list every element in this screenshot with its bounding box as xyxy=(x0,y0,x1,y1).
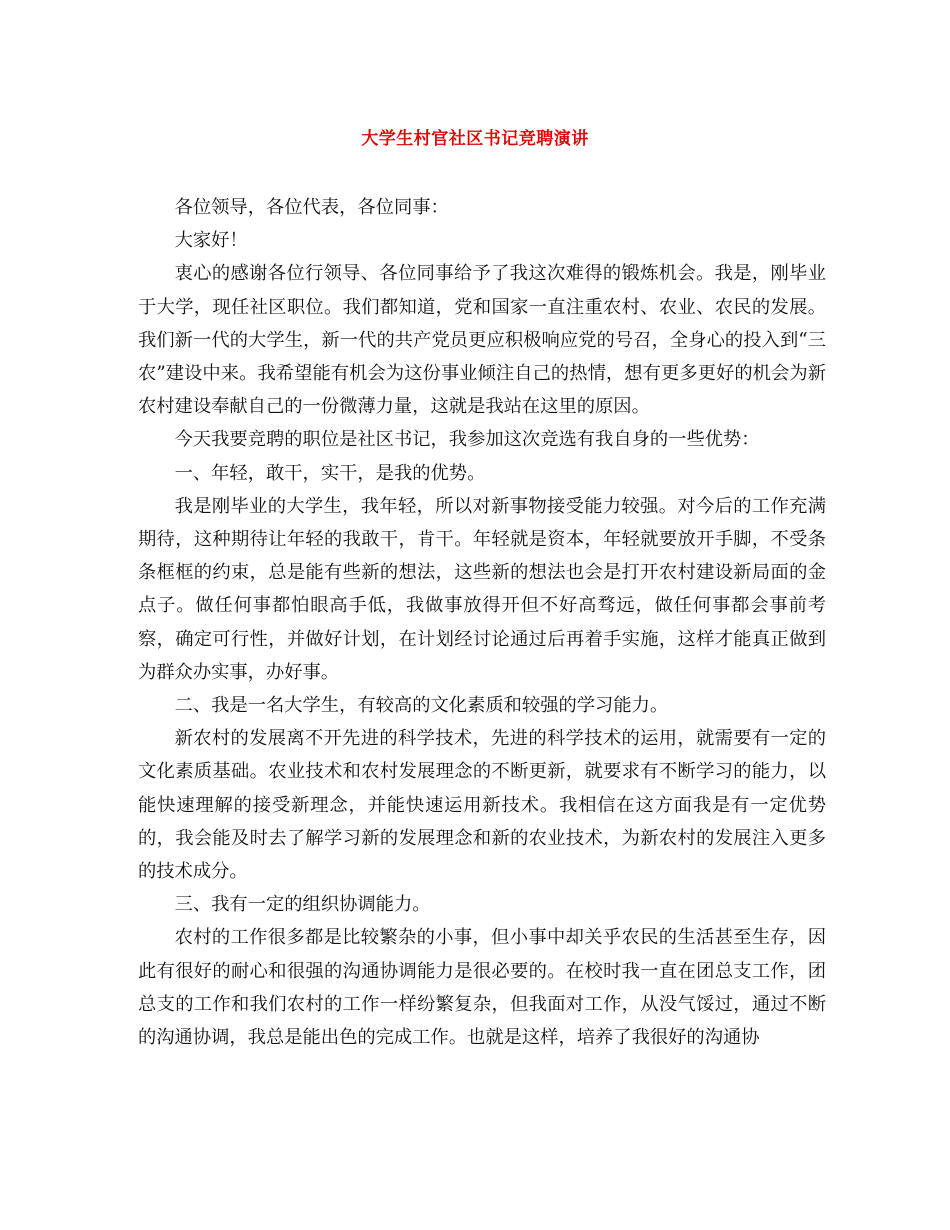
paragraph: 大家好！ xyxy=(174,230,248,252)
paragraph: 衷心的感谢各位行领导、各位同事给予了我这次难得的锻炼机会。我是，刚毕业于大学，现任社区职位。我们都知道，党和国家一直注重农村、农业、农民的发展。我们新一代的大学生，新一代的共产党员更应积极响应党的号召，全身心的投入到“三农”建设中来。我希望能有机会为这份事业倾注自己的热情，想有更多更好的机会为新农村建设奉献自己的一份微薄力量，这就是我站在这里的原因。 xyxy=(138,263,826,418)
paragraph: 农村的工作很多都是比较繁杂的小事，但小事中却关乎农民的生活甚至生存，因此有很好的耐心和很强的沟通协调能力是很必要的。在校时我一直在团总支工作，团总支的工作和我们农村的工作一样纷繁复杂，但我面对工作，从没气馁过，通过不断的沟通协调，我总是能出色的完成工作。也就是这样，培养了我很好的沟通协 xyxy=(138,927,826,1049)
document-body xyxy=(138,191,826,1054)
paragraph: 我是刚毕业的大学生，我年轻，所以对新事物接受能力较强。对今后的工作充满期待，这种期待让年轻的我敢干，肯干。年轻就是资本，年轻就要放开手脚，不受条条框框的约束，总是能有些新的想法，这些新的想法也会是打开农村建设新局面的金点子。做任何事都怕眼高手低，我做事放得开但不好高骛远，做任何事都会事前考察，确定可行性，并做好计划，在计划经讨论通过后再着手实施，这样才能真正做到为群众办实事，办好事。 xyxy=(138,495,826,683)
paragraph: 新农村的发展离不开先进的科学技术，先进的科学技术的运用，就需要有一定的文化素质基础。农业技术和农村发展理念的不断更新，就要求有不断学习的能力，以能快速理解的接受新理念，并能快速运用新技术。我相信在这方面我是有一定优势的，我会能及时去了解学习新的发展理念和新的农业技术，为新农村的发展注入更多的技术成分。 xyxy=(138,728,826,883)
paragraph: 二、我是一名大学生，有较高的文化素质和较强的学习能力。 xyxy=(174,695,669,717)
document-title: 大学生村官社区书记竞聘演讲 xyxy=(361,129,589,149)
paragraph: 三、我有一定的组织协调能力。 xyxy=(174,894,431,916)
paragraph: 今天我要竞聘的职位是社区书记，我参加这次竞选有我自身的一些优势： xyxy=(174,429,760,451)
paragraph: 各位领导，各位代表，各位同事： xyxy=(174,197,449,218)
paragraph: 一、年轻，敢干，实干，是我的优势。 xyxy=(174,462,486,484)
